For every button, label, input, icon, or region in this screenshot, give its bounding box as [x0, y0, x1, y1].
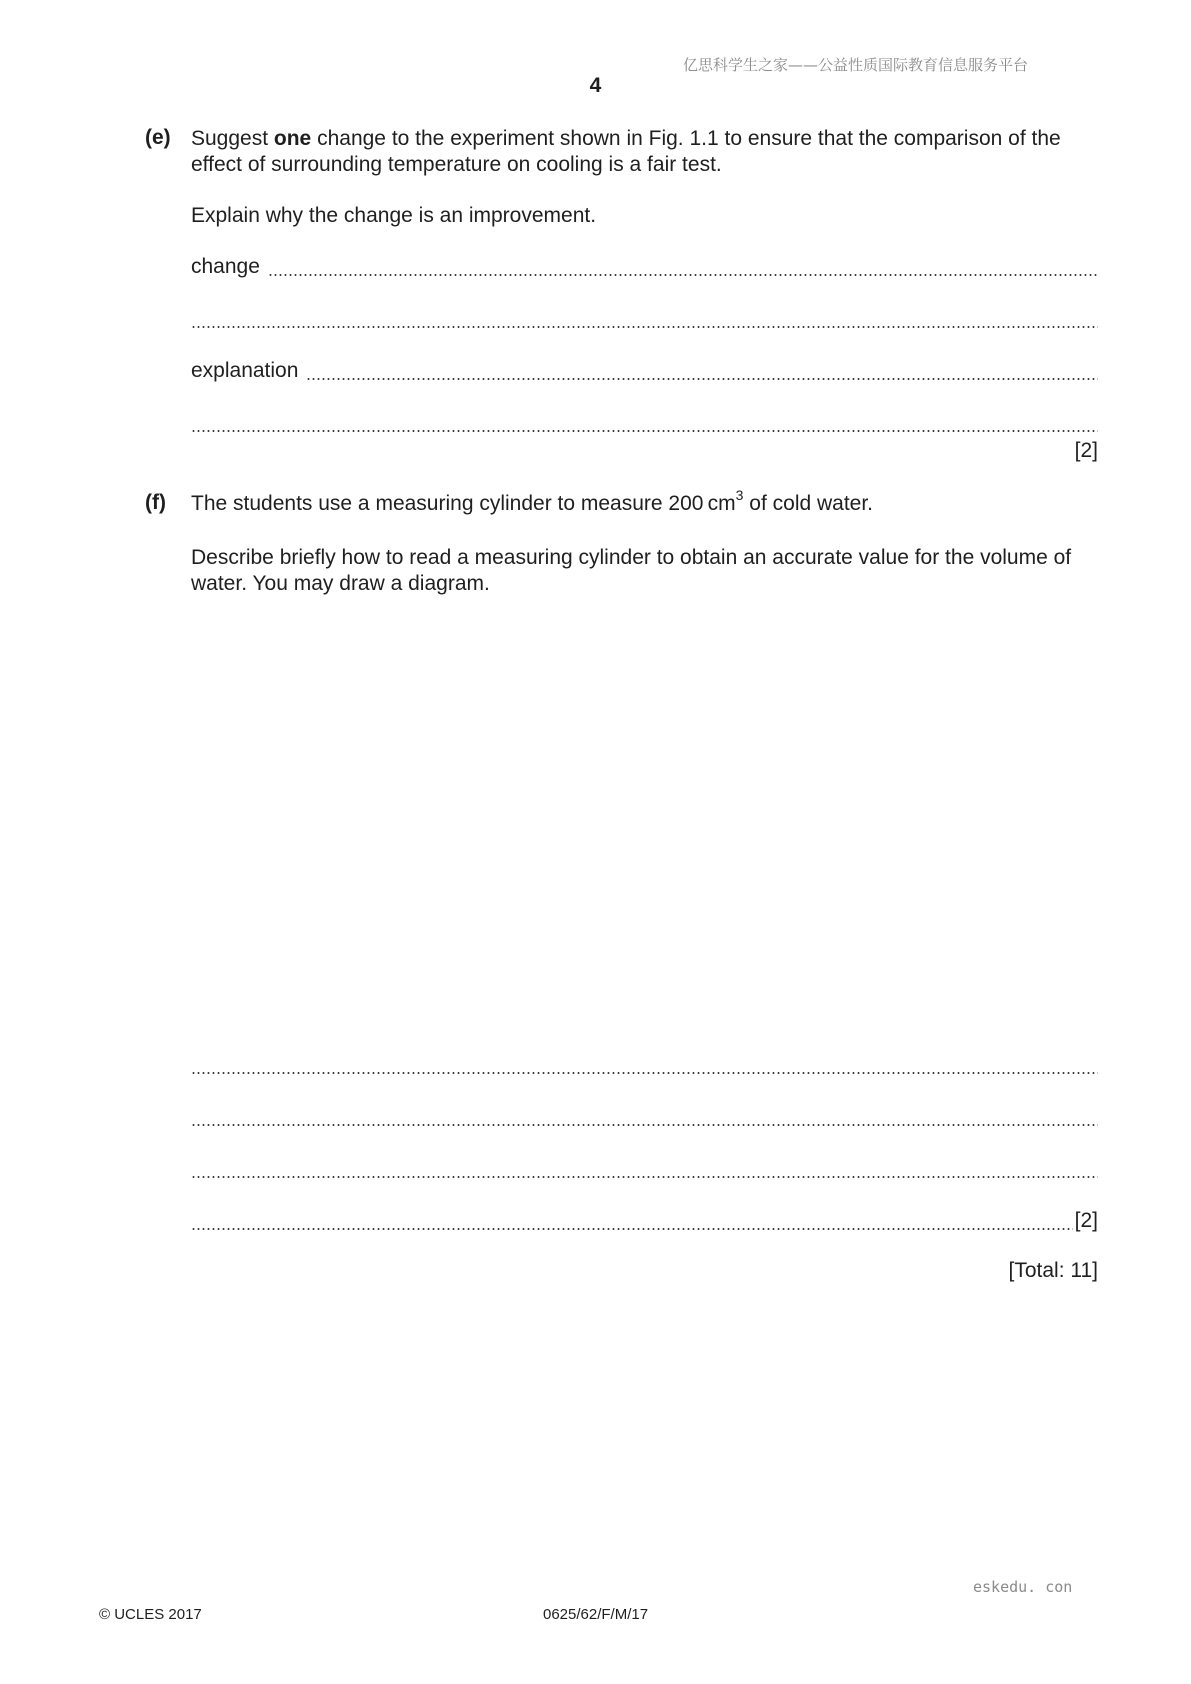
question-e-marks: [2]: [1074, 439, 1098, 462]
page-number: 4: [589, 74, 602, 97]
paper-code: 0625/62/F/M/17: [543, 1606, 649, 1623]
answer-dots: [306, 378, 1098, 380]
answer-dots: [191, 1124, 1098, 1126]
question-f-text: [191, 487, 1099, 517]
answer-line-change[interactable]: [191, 254, 1098, 280]
diagram-space[interactable]: [191, 610, 1098, 1030]
question-e-text-end: change to the experiment shown in Fig. 1.1 to ensure that the comparison of the effect of surrounding temperature on cooling is a fair test.: [191, 127, 1061, 176]
superscript-3: 3: [735, 487, 744, 503]
answer-line-f-1[interactable]: [191, 1052, 1098, 1078]
answer-dots: [191, 1228, 1073, 1230]
answer-line-explanation-2[interactable]: [191, 410, 1098, 436]
answer-line-f-2[interactable]: [191, 1104, 1098, 1130]
answer-dots: [191, 326, 1098, 328]
change-label: change: [191, 255, 260, 278]
question-f-instruction: Describe briefly how to read a measuring cylinder to obtain an accurate value for the volume of water. You may draw a diagram.: [191, 546, 1072, 595]
question-e-instruction: Explain why the change is an improvement.: [191, 204, 597, 227]
question-total: [Total: 11]: [1008, 1259, 1098, 1282]
question-f-label: (f): [145, 491, 166, 514]
question-e-text-start: Suggest: [191, 127, 274, 150]
answer-line-change-2[interactable]: [191, 306, 1098, 332]
answer-line-f-4[interactable]: [191, 1208, 1098, 1234]
footer-watermark: eskedu. con: [973, 1578, 1073, 1596]
question-f-marks: [2]: [1074, 1209, 1098, 1232]
answer-dots: [191, 1072, 1098, 1074]
answer-dots: [268, 274, 1098, 276]
answer-line-f-3[interactable]: [191, 1156, 1098, 1182]
question-f-text-start: The students use a measuring cylinder to measure 200 cm: [191, 492, 736, 515]
answer-dots: [191, 430, 1098, 432]
watermark-text: 亿思科学生之家——公益性质国际教育信息服务平台: [683, 56, 1029, 74]
question-e-bold-word: one: [273, 127, 312, 150]
copyright-text: © UCLES 2017: [99, 1606, 202, 1623]
question-f-text-end: of cold water.: [743, 492, 874, 515]
explanation-label: explanation: [191, 359, 299, 382]
answer-line-explanation[interactable]: [191, 358, 1098, 384]
question-e-label: (e): [145, 126, 171, 149]
question-e-text: [191, 126, 1099, 178]
answer-dots: [191, 1176, 1098, 1178]
